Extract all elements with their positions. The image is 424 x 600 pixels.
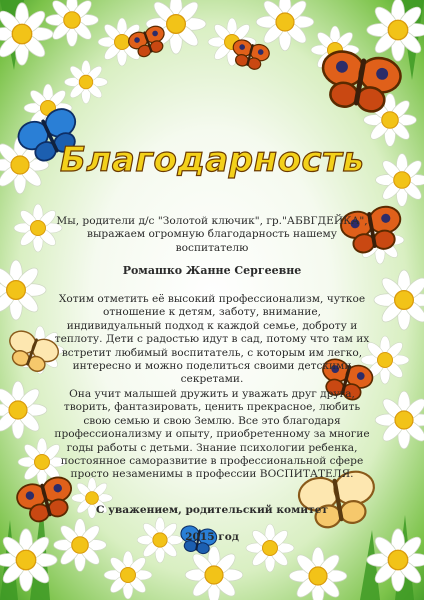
paragraph-1: Хотим отметить её высокий профессионализм, чуткое отношение к детям, заботу, внимание, индивидуальный подход к каждой семье, доброту и теплоту. Дети с радостью идут в сад, потому что там их встретит любимый воспитатель, с которым им легко, интересно и можно поделиться своими детскими секретами. bbox=[54, 293, 370, 386]
recipient-name: Ромашко Жанне Сергеевне bbox=[122, 264, 302, 277]
paragraph-2: Она учит малышей дружить и уважать друг друга, творить, фантазировать, ценить прекрасное, любить свою семью и свою Землю. Все это благодаря профессионализму и опыту, приобретенному за многие годы работы с детьми. Знание психологии ребенка, постоянное саморазвитие в профессиональной сфере просто незаменимы в профессии ВОСПИТАТЕЛЯ. bbox=[54, 388, 370, 481]
intro-text: Мы, родители д/с "Золотой ключик", гр."АБВГДЕЙКА", выражаем огромную благодарность нашему воспитателю bbox=[56, 215, 368, 254]
year: 2015 год bbox=[185, 531, 239, 543]
signature: С уважением, родительский комитет bbox=[96, 504, 328, 516]
certificate-title: Благодарность bbox=[60, 140, 365, 180]
certificate-body bbox=[54, 150, 370, 570]
